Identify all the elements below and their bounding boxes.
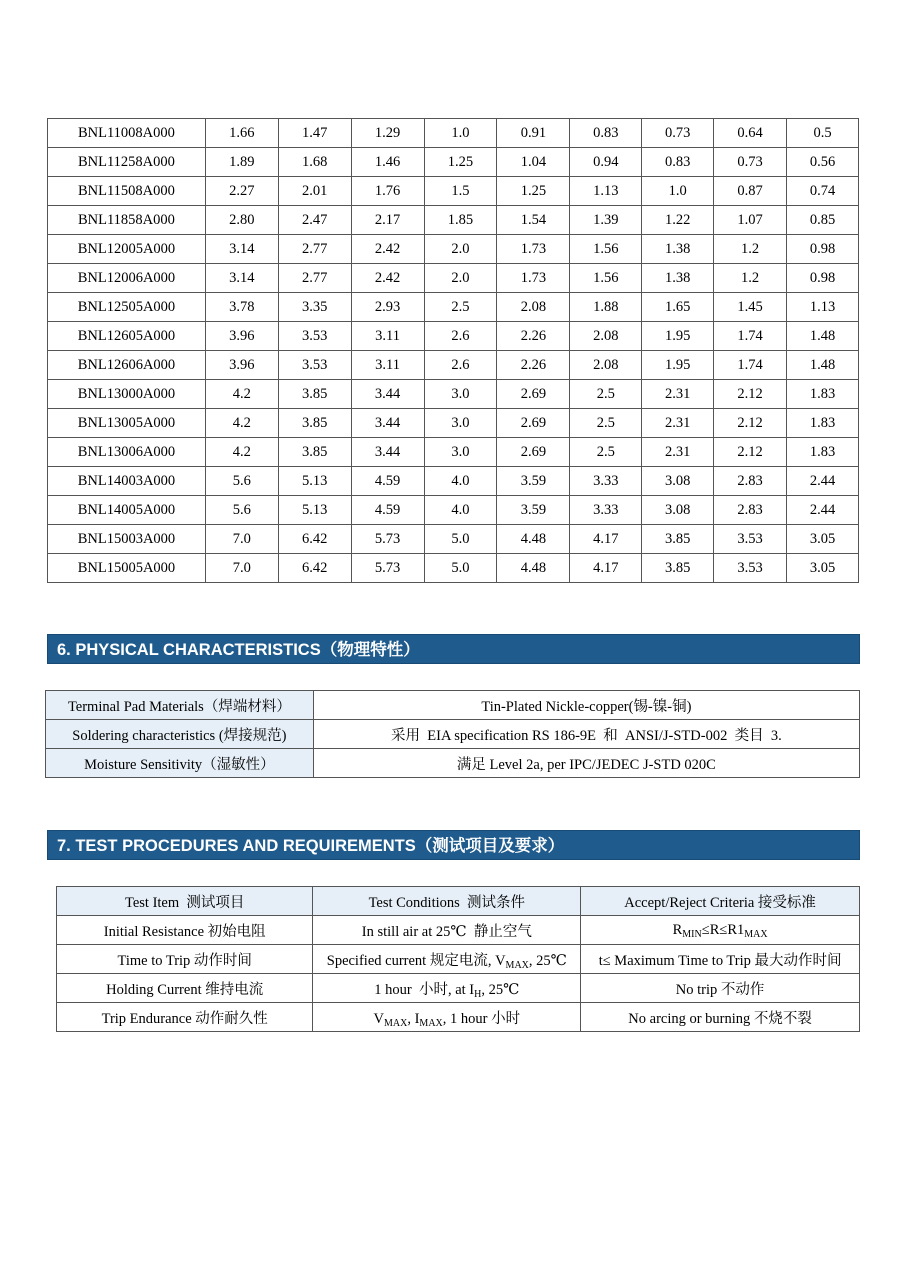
table-row	[48, 409, 859, 438]
current-value-cell: 3.96	[205, 351, 278, 380]
current-value-cell: 1.54	[497, 206, 570, 235]
current-value-cell: 3.85	[278, 409, 351, 438]
current-value-cell: 4.17	[570, 554, 642, 583]
current-value-cell: 1.0	[642, 177, 714, 206]
current-value-cell: 2.44	[787, 496, 859, 525]
current-value-cell: 1.47	[278, 119, 351, 148]
test-condition: In still air at 25℃ 静止空气	[313, 916, 581, 945]
part-number-cell: BNL11858A000	[48, 206, 206, 235]
current-value-cell: 3.11	[351, 322, 424, 351]
current-value-cell: 4.17	[570, 525, 642, 554]
table-header-row	[57, 887, 860, 916]
table-row	[48, 322, 859, 351]
part-number-cell: BNL12606A000	[48, 351, 206, 380]
current-value-cell: 2.5	[570, 380, 642, 409]
current-value-cell: 3.05	[787, 554, 859, 583]
current-value-cell: 1.2	[714, 264, 787, 293]
current-value-cell: 3.53	[714, 554, 787, 583]
table-row	[48, 264, 859, 293]
current-value-cell: 2.6	[424, 322, 497, 351]
current-value-cell: 1.88	[570, 293, 642, 322]
current-value-cell: 2.12	[714, 380, 787, 409]
test-condition: $V_{MAX}$, $I_{MAX}$, 1 hour 小时	[313, 1003, 581, 1032]
current-value-cell: 3.33	[570, 496, 642, 525]
part-number-cell: BNL11008A000	[48, 119, 206, 148]
current-value-cell: 0.74	[787, 177, 859, 206]
current-value-cell: 1.39	[570, 206, 642, 235]
test-criteria: No trip 不动作	[581, 974, 860, 1003]
current-value-cell: 1.73	[497, 264, 570, 293]
part-number-cell: BNL14003A000	[48, 467, 206, 496]
current-value-cell: 2.17	[351, 206, 424, 235]
current-value-cell: 2.5	[570, 409, 642, 438]
current-value-cell: 3.14	[205, 235, 278, 264]
part-number-cell: BNL12005A000	[48, 235, 206, 264]
current-value-cell: 2.42	[351, 235, 424, 264]
current-value-cell: 6.42	[278, 554, 351, 583]
current-value-cell: 2.5	[424, 293, 497, 322]
current-value-cell: 1.74	[714, 351, 787, 380]
current-value-cell: 1.29	[351, 119, 424, 148]
current-value-cell: 3.0	[424, 409, 497, 438]
test-item: Initial Resistance 初始电阻	[57, 916, 313, 945]
current-value-cell: 1.13	[787, 293, 859, 322]
current-value-cell: 1.5	[424, 177, 497, 206]
terminal-pad-value: Tin-Plated Nickle-copper(锡-镍-铜)	[313, 691, 859, 720]
current-value-cell: 0.73	[642, 119, 714, 148]
current-value-cell: 4.59	[351, 467, 424, 496]
table-row	[46, 691, 860, 720]
current-value-cell: 3.85	[642, 525, 714, 554]
current-value-cell: 3.08	[642, 496, 714, 525]
current-value-cell: 1.13	[570, 177, 642, 206]
current-value-cell: 4.48	[497, 525, 570, 554]
current-value-cell: 1.76	[351, 177, 424, 206]
test-criteria: $R_{MIN}\le R\le R1_{MAX}$	[581, 916, 860, 945]
section-7-title: 7. TEST PROCEDURES AND REQUIREMENTS（测试项目及要求）	[47, 830, 860, 860]
current-value-cell: 3.44	[351, 438, 424, 467]
header-test-item: Test Item 测试项目	[57, 887, 313, 916]
test-criteria: No arcing or burning 不烧不裂	[581, 1003, 860, 1032]
part-number-cell: BNL14005A000	[48, 496, 206, 525]
current-value-cell: 1.07	[714, 206, 787, 235]
current-value-cell: 1.73	[497, 235, 570, 264]
current-value-cell: 5.73	[351, 554, 424, 583]
current-value-cell: 2.0	[424, 264, 497, 293]
table-row	[48, 438, 859, 467]
current-value-cell: 2.6	[424, 351, 497, 380]
table-row	[48, 235, 859, 264]
current-value-cell: 1.38	[642, 235, 714, 264]
current-value-cell: 0.73	[714, 148, 787, 177]
current-value-cell: 2.31	[642, 438, 714, 467]
current-value-cell: 0.91	[497, 119, 570, 148]
current-value-cell: 2.12	[714, 409, 787, 438]
table-row	[48, 119, 859, 148]
table-row	[57, 945, 860, 974]
test-item: Trip Endurance 动作耐久性	[57, 1003, 313, 1032]
part-number-cell: BNL11508A000	[48, 177, 206, 206]
current-value-cell: 2.42	[351, 264, 424, 293]
current-value-cell: 2.08	[570, 322, 642, 351]
current-value-cell: 2.0	[424, 235, 497, 264]
table-row	[48, 177, 859, 206]
current-value-cell: 7.0	[205, 554, 278, 583]
current-value-cell: 0.85	[787, 206, 859, 235]
current-value-cell: 5.13	[278, 496, 351, 525]
current-value-cell: 7.0	[205, 525, 278, 554]
current-value-cell: 3.0	[424, 380, 497, 409]
part-number-cell: BNL13000A000	[48, 380, 206, 409]
current-value-cell: 1.83	[787, 438, 859, 467]
physical-characteristics-table	[45, 690, 860, 778]
current-value-cell: 3.05	[787, 525, 859, 554]
part-number-cell: BNL12505A000	[48, 293, 206, 322]
current-value-cell: 0.87	[714, 177, 787, 206]
current-value-cell: 2.83	[714, 467, 787, 496]
current-value-cell: 0.83	[570, 119, 642, 148]
current-value-cell: 6.42	[278, 525, 351, 554]
current-value-cell: 1.45	[714, 293, 787, 322]
current-value-cell: 4.0	[424, 496, 497, 525]
current-value-cell: 1.46	[351, 148, 424, 177]
terminal-pad-label: Terminal Pad Materials（焊端材料）	[46, 691, 314, 720]
current-value-cell: 1.0	[424, 119, 497, 148]
table-row	[48, 293, 859, 322]
current-value-cell: 0.83	[642, 148, 714, 177]
table-row	[57, 916, 860, 945]
current-value-cell: 3.44	[351, 380, 424, 409]
table-row	[48, 148, 859, 177]
current-value-cell: 0.5	[787, 119, 859, 148]
header-criteria: Accept/Reject Criteria 接受标准	[581, 887, 860, 916]
part-number-cell: BNL13005A000	[48, 409, 206, 438]
current-value-cell: 1.89	[205, 148, 278, 177]
current-value-cell: 0.98	[787, 235, 859, 264]
test-item: Time to Trip 动作时间	[57, 945, 313, 974]
current-value-cell: 2.5	[570, 438, 642, 467]
test-procedures-table	[56, 886, 860, 1032]
table-row	[48, 206, 859, 235]
current-value-cell: 5.6	[205, 467, 278, 496]
current-value-cell: 3.08	[642, 467, 714, 496]
current-value-cell: 2.31	[642, 409, 714, 438]
current-value-cell: 2.08	[497, 293, 570, 322]
current-value-cell: 4.59	[351, 496, 424, 525]
current-value-cell: 3.78	[205, 293, 278, 322]
current-value-cell: 5.6	[205, 496, 278, 525]
current-value-cell: 1.74	[714, 322, 787, 351]
current-value-cell: 3.0	[424, 438, 497, 467]
moisture-label: Moisture Sensitivity（湿敏性）	[46, 749, 314, 778]
current-value-cell: 0.56	[787, 148, 859, 177]
part-number-cell: BNL13006A000	[48, 438, 206, 467]
current-value-cell: 1.25	[424, 148, 497, 177]
current-value-cell: 3.59	[497, 496, 570, 525]
current-value-cell: 1.48	[787, 351, 859, 380]
current-value-cell: 1.48	[787, 322, 859, 351]
current-value-cell: 5.73	[351, 525, 424, 554]
current-value-cell: 0.98	[787, 264, 859, 293]
hold-current-table	[47, 118, 859, 583]
current-value-cell: 2.77	[278, 264, 351, 293]
current-value-cell: 5.0	[424, 525, 497, 554]
table-row	[48, 554, 859, 583]
test-condition: Specified current 规定电流, $V_{MAX}$, 25℃	[313, 945, 581, 974]
current-value-cell: 2.26	[497, 351, 570, 380]
current-value-cell: 4.0	[424, 467, 497, 496]
moisture-value: 满足 Level 2a, per IPC/JEDEC J-STD 020C	[313, 749, 859, 778]
current-value-cell: 3.85	[278, 438, 351, 467]
current-value-cell: 3.85	[642, 554, 714, 583]
current-value-cell: 4.2	[205, 409, 278, 438]
current-value-cell: 1.85	[424, 206, 497, 235]
current-value-cell: 2.47	[278, 206, 351, 235]
current-value-cell: 2.08	[570, 351, 642, 380]
soldering-value: 采用 EIA specification RS 186-9E 和 ANSI/J-STD-002 类目 3.	[313, 720, 859, 749]
current-value-cell: 3.11	[351, 351, 424, 380]
table-row	[48, 467, 859, 496]
current-value-cell: 3.35	[278, 293, 351, 322]
current-value-cell: 2.83	[714, 496, 787, 525]
table-row	[46, 720, 860, 749]
part-number-cell: BNL11258A000	[48, 148, 206, 177]
current-value-cell: 1.95	[642, 322, 714, 351]
table-row	[57, 1003, 860, 1032]
current-value-cell: 2.69	[497, 380, 570, 409]
current-value-cell: 2.27	[205, 177, 278, 206]
current-value-cell: 3.96	[205, 322, 278, 351]
current-value-cell: 2.69	[497, 438, 570, 467]
current-value-cell: 0.64	[714, 119, 787, 148]
current-value-cell: 1.22	[642, 206, 714, 235]
current-value-cell: 5.13	[278, 467, 351, 496]
current-value-cell: 2.80	[205, 206, 278, 235]
current-value-cell: 1.56	[570, 235, 642, 264]
table-row	[48, 525, 859, 554]
current-value-cell: 4.2	[205, 380, 278, 409]
current-value-cell: 3.44	[351, 409, 424, 438]
current-value-cell: 2.69	[497, 409, 570, 438]
current-value-cell: 1.38	[642, 264, 714, 293]
current-value-cell: 3.53	[714, 525, 787, 554]
test-criteria: t≤ Maximum Time to Trip 最大动作时间	[581, 945, 860, 974]
section-6-title: 6. PHYSICAL CHARACTERISTICS（物理特性）	[47, 634, 860, 664]
current-value-cell: 1.2	[714, 235, 787, 264]
current-value-cell: 2.12	[714, 438, 787, 467]
current-value-cell: 2.26	[497, 322, 570, 351]
current-value-cell: 1.65	[642, 293, 714, 322]
table-row	[48, 496, 859, 525]
part-number-cell: BNL12605A000	[48, 322, 206, 351]
current-value-cell: 1.83	[787, 409, 859, 438]
current-value-cell: 1.83	[787, 380, 859, 409]
current-value-cell: 2.01	[278, 177, 351, 206]
current-value-cell: 3.33	[570, 467, 642, 496]
header-test-conditions: Test Conditions 测试条件	[313, 887, 581, 916]
current-value-cell: 3.59	[497, 467, 570, 496]
current-value-cell: 0.94	[570, 148, 642, 177]
test-item: Holding Current 维持电流	[57, 974, 313, 1003]
current-value-cell: 2.93	[351, 293, 424, 322]
current-value-cell: 4.2	[205, 438, 278, 467]
current-value-cell: 2.44	[787, 467, 859, 496]
current-value-cell: 3.85	[278, 380, 351, 409]
table-row	[48, 380, 859, 409]
current-value-cell: 4.48	[497, 554, 570, 583]
current-value-cell: 1.68	[278, 148, 351, 177]
current-value-cell: 3.53	[278, 322, 351, 351]
current-value-cell: 3.53	[278, 351, 351, 380]
table-row	[48, 351, 859, 380]
current-value-cell: 1.66	[205, 119, 278, 148]
soldering-label: Soldering characteristics (焊接规范)	[46, 720, 314, 749]
current-value-cell: 1.56	[570, 264, 642, 293]
current-value-cell: 1.95	[642, 351, 714, 380]
part-number-cell: BNL15003A000	[48, 525, 206, 554]
current-value-cell: 3.14	[205, 264, 278, 293]
current-value-cell: 1.04	[497, 148, 570, 177]
table-row	[46, 749, 860, 778]
test-condition: 1 hour 小时, at $I_H$, 25℃	[313, 974, 581, 1003]
current-value-cell: 5.0	[424, 554, 497, 583]
current-value-cell: 2.31	[642, 380, 714, 409]
part-number-cell: BNL12006A000	[48, 264, 206, 293]
table-row	[57, 974, 860, 1003]
current-value-cell: 2.77	[278, 235, 351, 264]
current-value-cell: 1.25	[497, 177, 570, 206]
part-number-cell: BNL15005A000	[48, 554, 206, 583]
